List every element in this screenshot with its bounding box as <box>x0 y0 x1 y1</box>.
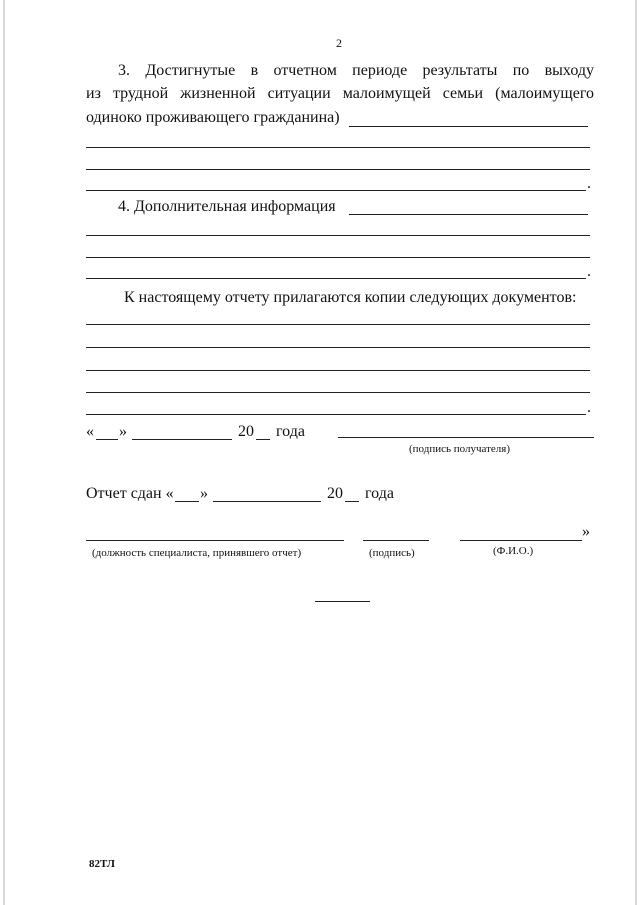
attachments-line-4[interactable] <box>86 392 590 393</box>
specialist-fio-line[interactable] <box>460 540 582 541</box>
submitted-closing-quote: » <box>582 523 590 540</box>
submitted-quote-close: » <box>200 485 208 502</box>
specialist-signature-caption: (подпись) <box>369 547 415 559</box>
section3-fill-line-0[interactable] <box>349 126 588 127</box>
page-edge-right <box>635 0 637 905</box>
specialist-fio-caption: (Ф.И.О.) <box>493 545 534 557</box>
date-year-field[interactable] <box>256 439 270 440</box>
section4-fill-line-2[interactable] <box>86 257 590 258</box>
page-number: 2 <box>336 36 342 50</box>
section3-line3: одиноко проживающего гражданина) <box>86 109 340 126</box>
date-quote-open: « <box>86 423 94 440</box>
date-month-field[interactable] <box>132 439 232 440</box>
attachments-line-5[interactable] <box>86 414 586 415</box>
specialist-position-caption: (должность специалиста, принявшего отчет) <box>92 547 302 559</box>
section4-fill-line-1[interactable] <box>86 235 590 236</box>
separator-rule <box>315 601 370 602</box>
submitted-month-field[interactable] <box>213 501 321 502</box>
section4-fill-line-3[interactable] <box>86 278 586 279</box>
submitted-label: Отчет сдан « <box>86 485 174 502</box>
attachments-period: . <box>587 399 591 416</box>
submitted-year-prefix: 20 <box>327 485 343 502</box>
section3-fill-line-3[interactable] <box>86 190 586 191</box>
date-quote-close: » <box>119 423 127 440</box>
date-year-word: года <box>276 423 305 440</box>
page-edge-left <box>3 0 5 905</box>
recipient-signature-caption: (подпись получателя) <box>409 443 511 455</box>
section4-period: . <box>587 263 591 280</box>
section4-label: 4. Дополнительная информация <box>118 198 336 215</box>
submitted-year-field[interactable] <box>345 501 359 502</box>
specialist-signature-line[interactable] <box>363 540 429 541</box>
recipient-signature-line[interactable] <box>338 437 594 438</box>
footer-code: 82ТЛ <box>89 858 115 870</box>
attachments-line-2[interactable] <box>86 347 590 348</box>
submitted-year-word: года <box>365 485 394 502</box>
date-day-field[interactable] <box>96 439 118 440</box>
specialist-position-line[interactable] <box>86 540 344 541</box>
attachments-line-1[interactable] <box>86 324 590 325</box>
section3-fill-line-2[interactable] <box>86 169 590 170</box>
section3-fill-line-1[interactable] <box>86 147 590 148</box>
attachments-label: К настоящему отчету прилагаются копии следующих документов: <box>124 289 577 306</box>
section3-line1: 3. Достигнутые в отчетном периоде результаты по выходу <box>118 62 594 79</box>
section3-period: . <box>587 175 591 192</box>
submitted-day-field[interactable] <box>175 501 199 502</box>
section4-fill-line-0[interactable] <box>349 214 588 215</box>
attachments-line-3[interactable] <box>86 370 590 371</box>
section3-line2: из трудной жизненной ситуации малоимущей семьи (малоимущего <box>86 85 594 102</box>
date-year-prefix: 20 <box>238 423 254 440</box>
